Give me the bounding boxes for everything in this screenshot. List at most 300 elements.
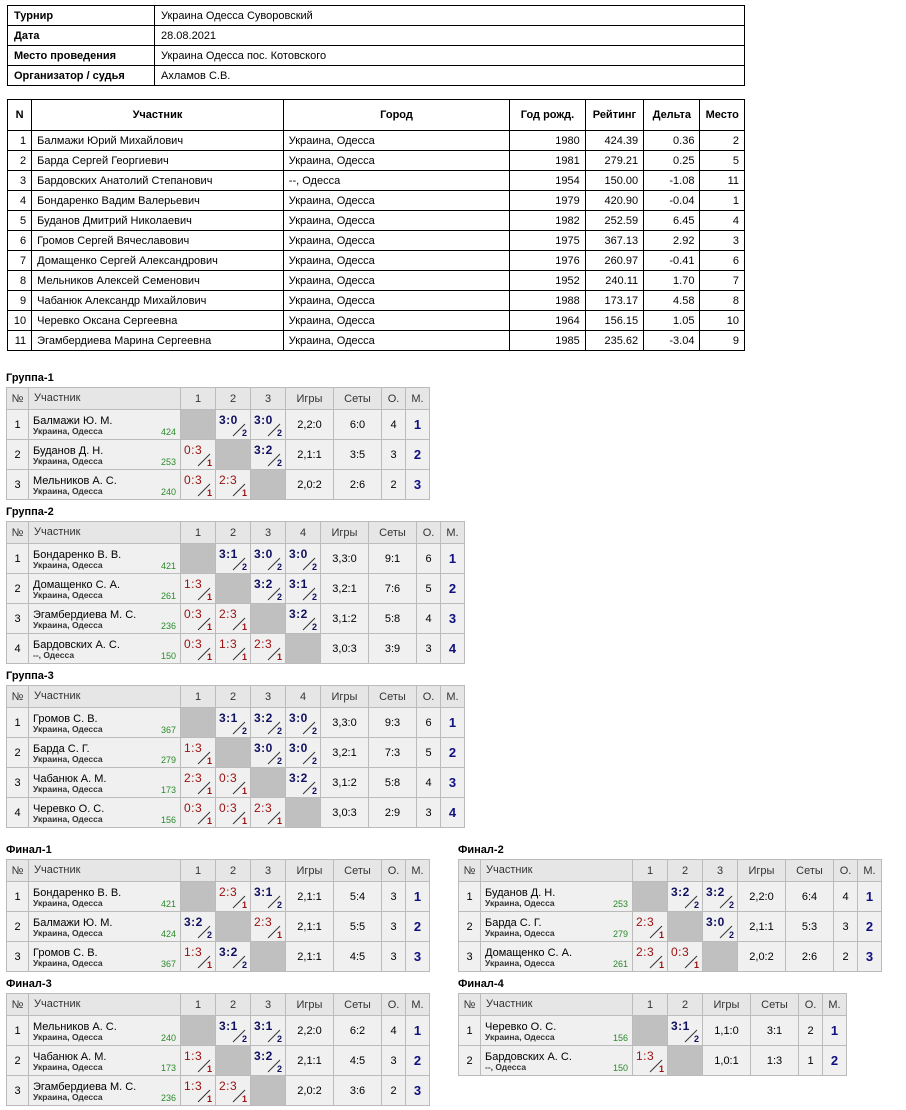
info-row: [8, 6, 745, 26]
sets-value: 9:3: [369, 708, 417, 738]
match-score: [181, 604, 216, 634]
column-header: 2: [216, 994, 251, 1016]
player-number: 1: [7, 1016, 29, 1046]
player-city: Украина, Одесса: [33, 1062, 103, 1073]
player-cell: [29, 410, 181, 440]
table-cell: Буданов Дмитрий Николаевич: [32, 211, 284, 231]
table-cell: 8: [8, 271, 32, 291]
column-header: Участник: [29, 388, 181, 410]
score-value: 3:0: [254, 741, 273, 755]
match-score: [251, 410, 286, 440]
player-name: Эгамбердиева М. С.: [33, 1080, 137, 1093]
place-value: 1: [406, 882, 430, 912]
table-cell: 6.45: [644, 211, 700, 231]
table-cell: 150.00: [585, 171, 643, 191]
group-title: Финал-4: [458, 978, 504, 990]
player-name: Буданов Д. Н.: [33, 444, 104, 457]
match-score: [216, 1016, 251, 1046]
match-points: 2: [311, 756, 317, 766]
score-value: 2:3: [636, 915, 655, 929]
match-points: 1: [206, 960, 212, 970]
group-header-row: [7, 388, 430, 410]
self-cell: [286, 798, 321, 828]
player-name: Эгамбердиева М. С.: [33, 608, 137, 621]
points-value: 3: [382, 912, 406, 942]
table-cell: 4: [700, 211, 745, 231]
points-value: 5: [417, 738, 441, 768]
table-row: [8, 151, 745, 171]
column-header: 2: [216, 860, 251, 882]
table-cell: Эгамбердиева Марина Сергеевна: [32, 331, 284, 351]
player-rating: 279: [160, 754, 176, 765]
player-city: Украина, Одесса: [485, 898, 555, 909]
player-number: 1: [7, 544, 29, 574]
player-number: 2: [459, 912, 481, 942]
match-points: 2: [206, 930, 212, 940]
score-value: 3:0: [254, 547, 273, 561]
place-value: 1: [406, 1016, 430, 1046]
column-header: 1: [181, 686, 216, 708]
group-row: [7, 440, 430, 470]
score-value: 3:1: [671, 1019, 690, 1033]
column-header: №: [7, 522, 29, 544]
player-rating: 424: [160, 426, 176, 437]
sets-value: 2:6: [334, 470, 382, 500]
match-score: [251, 912, 286, 942]
player-name: Мельников А. С.: [33, 474, 117, 487]
group-header-row: [7, 994, 430, 1016]
player-rating: 236: [160, 1092, 176, 1103]
player-rating: 261: [160, 590, 176, 601]
match-points: 2: [728, 930, 734, 940]
group-row: [7, 708, 465, 738]
column-header: Участник: [29, 686, 181, 708]
column-header: Игры: [703, 994, 751, 1016]
group-header-row: [7, 522, 465, 544]
player-rating: 240: [160, 486, 176, 497]
column-header: М.: [858, 860, 882, 882]
player-number: 3: [7, 1076, 29, 1106]
group-table: [6, 993, 430, 1106]
player-number: 1: [7, 882, 29, 912]
info-value: Ахламов С.В.: [155, 66, 745, 86]
player-city: Украина, Одесса: [485, 928, 555, 939]
group-header-row: [459, 994, 847, 1016]
table-cell: 11: [700, 171, 745, 191]
group-row: [459, 1016, 847, 1046]
column-header: Игры: [286, 994, 334, 1016]
group-title: Финал-1: [6, 844, 52, 856]
group-table: [6, 859, 430, 972]
match-points: 1: [276, 652, 282, 662]
player-number: 2: [7, 440, 29, 470]
table-row: [8, 311, 745, 331]
games-value: 2,2:0: [286, 1016, 334, 1046]
match-points: 1: [206, 592, 212, 602]
table-cell: 252.59: [585, 211, 643, 231]
group-row: [7, 604, 465, 634]
table-cell: 1976: [510, 251, 585, 271]
table-cell: --, Одесса: [283, 171, 509, 191]
column-header: 1: [633, 860, 668, 882]
table-cell: 1981: [510, 151, 585, 171]
score-value: 2:3: [219, 885, 238, 899]
sets-value: 4:5: [334, 942, 382, 972]
column-header: Участник: [29, 860, 181, 882]
points-value: 3: [382, 942, 406, 972]
score-value: 3:2: [254, 711, 273, 725]
score-value: 2:3: [219, 473, 238, 487]
player-city: --, Одесса: [485, 1062, 527, 1073]
games-value: 2,2:0: [286, 410, 334, 440]
self-cell: [181, 410, 216, 440]
match-score: [251, 738, 286, 768]
player-city: Украина, Одесса: [33, 928, 103, 939]
match-points: 1: [241, 786, 247, 796]
group-row: [7, 634, 465, 664]
points-value: 4: [834, 882, 858, 912]
sets-value: 5:8: [369, 604, 417, 634]
sets-value: 3:5: [334, 440, 382, 470]
group-header-row: [459, 860, 882, 882]
table-cell: 5: [8, 211, 32, 231]
table-row: [8, 271, 745, 291]
group-table: [6, 685, 465, 828]
table-cell: -0.04: [644, 191, 700, 211]
column-header: №: [7, 994, 29, 1016]
player-city: Украина, Одесса: [33, 590, 103, 601]
group-row: [7, 912, 430, 942]
match-score: [216, 942, 251, 972]
place-value: 3: [406, 942, 430, 972]
column-header: Сеты: [334, 994, 382, 1016]
match-score: [668, 1016, 703, 1046]
score-value: 0:3: [184, 607, 203, 621]
score-value: 3:0: [706, 915, 725, 929]
table-cell: 1.05: [644, 311, 700, 331]
table-cell: Украина, Одесса: [283, 131, 509, 151]
player-city: Украина, Одесса: [33, 560, 103, 571]
player-name: Чабанюк А. М.: [33, 772, 107, 785]
player-cell: [481, 1046, 633, 1076]
place-value: 4: [441, 798, 465, 828]
place-value: 2: [441, 738, 465, 768]
score-value: 1:3: [184, 1049, 203, 1063]
match-score: [286, 604, 321, 634]
table-cell: Украина, Одесса: [283, 291, 509, 311]
match-score: [216, 798, 251, 828]
table-row: [8, 211, 745, 231]
self-cell: [633, 1016, 668, 1046]
player-rating: 150: [612, 1062, 628, 1073]
games-value: 2,2:0: [738, 882, 786, 912]
match-score: [286, 768, 321, 798]
match-score: [181, 634, 216, 664]
match-points: 1: [206, 622, 212, 632]
games-value: 2,1:1: [286, 440, 334, 470]
column-header: Сеты: [369, 522, 417, 544]
info-row: [8, 46, 745, 66]
table-cell: 4.58: [644, 291, 700, 311]
column-header: 4: [286, 522, 321, 544]
score-value: 3:2: [289, 607, 308, 621]
player-name: Громов С. В.: [33, 712, 98, 725]
player-number: 2: [459, 1046, 481, 1076]
column-header: М.: [406, 994, 430, 1016]
table-cell: 156.15: [585, 311, 643, 331]
player-city: Украина, Одесса: [33, 814, 103, 825]
column-header: N: [8, 100, 32, 131]
column-header: М.: [406, 860, 430, 882]
sets-value: 6:4: [786, 882, 834, 912]
column-header: 1: [181, 994, 216, 1016]
player-number: 1: [459, 1016, 481, 1046]
table-cell: 1982: [510, 211, 585, 231]
table-cell: Украина, Одесса: [283, 251, 509, 271]
score-value: 3:1: [219, 711, 238, 725]
games-value: 3,2:1: [321, 574, 369, 604]
table-cell: Черевко Оксана Сергеевна: [32, 311, 284, 331]
table-row: [8, 331, 745, 351]
table-cell: 1952: [510, 271, 585, 291]
table-cell: 7: [700, 271, 745, 291]
player-rating: 261: [612, 958, 628, 969]
table-cell: 9: [700, 331, 745, 351]
score-value: 2:3: [219, 607, 238, 621]
place-value: 2: [823, 1046, 847, 1076]
table-cell: 1: [700, 191, 745, 211]
table-cell: 3: [700, 231, 745, 251]
self-cell: [251, 604, 286, 634]
match-points: 1: [206, 458, 212, 468]
player-cell: [29, 440, 181, 470]
points-value: 3: [834, 912, 858, 942]
place-value: 3: [441, 768, 465, 798]
info-row: [8, 26, 745, 46]
player-number: 2: [7, 738, 29, 768]
player-rating: 236: [160, 620, 176, 631]
player-number: 2: [7, 912, 29, 942]
table-cell: Домащенко Сергей Александрович: [32, 251, 284, 271]
match-score: [216, 1076, 251, 1106]
match-points: 1: [206, 652, 212, 662]
column-header: Рейтинг: [585, 100, 643, 131]
player-name: Чабанюк А. М.: [33, 1050, 107, 1063]
match-score: [181, 738, 216, 768]
player-number: 3: [459, 942, 481, 972]
match-score: [251, 1016, 286, 1046]
match-points: 1: [241, 816, 247, 826]
group-header-row: [7, 686, 465, 708]
score-value: 3:2: [706, 885, 725, 899]
player-cell: [29, 738, 181, 768]
points-value: 6: [417, 708, 441, 738]
sets-value: 2:6: [786, 942, 834, 972]
self-cell: [216, 1046, 251, 1076]
match-score: [251, 882, 286, 912]
table-cell: -0.41: [644, 251, 700, 271]
group-row: [7, 768, 465, 798]
player-city: Украина, Одесса: [33, 486, 103, 497]
match-score: [181, 768, 216, 798]
self-cell: [216, 738, 251, 768]
group-row: [7, 942, 430, 972]
games-value: 3,0:3: [321, 798, 369, 828]
match-score: [216, 708, 251, 738]
column-header: М.: [406, 388, 430, 410]
player-rating: 253: [612, 898, 628, 909]
table-row: [8, 171, 745, 191]
table-cell: Украина, Одесса: [283, 231, 509, 251]
group-table: [458, 859, 882, 972]
self-cell: [668, 1046, 703, 1076]
table-cell: 7: [8, 251, 32, 271]
table-cell: 1979: [510, 191, 585, 211]
table-cell: Чабанюк Александр Михайлович: [32, 291, 284, 311]
player-number: 1: [459, 882, 481, 912]
table-cell: Украина, Одесса: [283, 191, 509, 211]
match-score: [703, 912, 738, 942]
column-header: 1: [181, 522, 216, 544]
table-cell: 2: [8, 151, 32, 171]
points-value: 1: [799, 1046, 823, 1076]
group-table: [6, 521, 465, 664]
match-score: [633, 912, 668, 942]
points-value: 6: [417, 544, 441, 574]
table-row: [8, 131, 745, 151]
table-cell: 1980: [510, 131, 585, 151]
player-rating: 421: [160, 560, 176, 571]
match-score: [668, 942, 703, 972]
player-cell: [29, 544, 181, 574]
points-value: 2: [799, 1016, 823, 1046]
games-value: 3,0:3: [321, 634, 369, 664]
score-value: 1:3: [184, 945, 203, 959]
score-value: 1:3: [219, 637, 238, 651]
match-score: [286, 574, 321, 604]
column-header: 1: [633, 994, 668, 1016]
match-points: 1: [206, 1064, 212, 1074]
match-score: [251, 440, 286, 470]
column-header: 3: [703, 860, 738, 882]
points-value: 2: [382, 1076, 406, 1106]
match-points: 2: [693, 1034, 699, 1044]
self-cell: [251, 1076, 286, 1106]
match-points: 2: [241, 1034, 247, 1044]
player-city: Украина, Одесса: [485, 958, 555, 969]
match-score: [633, 1046, 668, 1076]
info-label: Дата: [8, 26, 155, 46]
column-header: 3: [251, 994, 286, 1016]
match-points: 2: [241, 960, 247, 970]
place-value: 1: [858, 882, 882, 912]
place-value: 2: [441, 574, 465, 604]
player-name: Черевко О. С.: [485, 1020, 557, 1033]
points-value: 4: [382, 1016, 406, 1046]
place-value: 3: [406, 1076, 430, 1106]
sets-value: 5:4: [334, 882, 382, 912]
info-value: 28.08.2021: [155, 26, 745, 46]
table-cell: Украина, Одесса: [283, 151, 509, 171]
match-points: 1: [241, 1094, 247, 1104]
match-score: [181, 798, 216, 828]
table-cell: 1988: [510, 291, 585, 311]
column-header: О.: [799, 994, 823, 1016]
player-cell: [29, 882, 181, 912]
self-cell: [216, 912, 251, 942]
match-points: 2: [728, 900, 734, 910]
self-cell: [181, 544, 216, 574]
match-score: [216, 604, 251, 634]
column-header: 3: [251, 522, 286, 544]
table-cell: Украина, Одесса: [283, 331, 509, 351]
place-value: 1: [406, 410, 430, 440]
player-rating: 253: [160, 456, 176, 467]
info-value: Украина Одесса Суворовский: [155, 6, 745, 26]
column-header: Участник: [481, 860, 633, 882]
column-header: 2: [668, 860, 703, 882]
player-name: Барда С. Г.: [485, 916, 542, 929]
score-value: 3:1: [219, 547, 238, 561]
table-cell: 260.97: [585, 251, 643, 271]
score-value: 3:2: [254, 577, 273, 591]
table-cell: 9: [8, 291, 32, 311]
games-value: 3,1:2: [321, 604, 369, 634]
match-score: [216, 544, 251, 574]
table-cell: 10: [700, 311, 745, 331]
match-points: 1: [206, 816, 212, 826]
match-score: [251, 1046, 286, 1076]
points-value: 4: [417, 768, 441, 798]
column-header: 2: [216, 388, 251, 410]
group-row: [459, 912, 882, 942]
table-cell: 1: [8, 131, 32, 151]
points-value: 2: [382, 470, 406, 500]
column-header: Игры: [286, 388, 334, 410]
score-value: 1:3: [184, 1079, 203, 1093]
match-score: [286, 708, 321, 738]
column-header: Игры: [738, 860, 786, 882]
match-score: [216, 470, 251, 500]
score-value: 3:0: [254, 413, 273, 427]
player-rating: 156: [612, 1032, 628, 1043]
games-value: 2,0:2: [286, 470, 334, 500]
score-value: 0:3: [671, 945, 690, 959]
group-header-row: [7, 860, 430, 882]
group-row: [7, 798, 465, 828]
match-points: 2: [276, 1064, 282, 1074]
group-title: Финал-3: [6, 978, 52, 990]
match-points: 1: [241, 488, 247, 498]
score-value: 3:0: [289, 547, 308, 561]
column-header: Сеты: [786, 860, 834, 882]
self-cell: [251, 942, 286, 972]
player-rating: 367: [160, 724, 176, 735]
tournament-info-table: [7, 5, 745, 86]
table-cell: 0.25: [644, 151, 700, 171]
place-value: 3: [441, 604, 465, 634]
player-city: Украина, Одесса: [33, 754, 103, 765]
points-value: 3: [382, 882, 406, 912]
match-points: 1: [206, 756, 212, 766]
group-row: [459, 1046, 847, 1076]
score-value: 2:3: [219, 1079, 238, 1093]
column-header: Сеты: [369, 686, 417, 708]
score-value: 3:2: [219, 945, 238, 959]
player-city: --, Одесса: [33, 650, 75, 661]
table-cell: 2.92: [644, 231, 700, 251]
match-points: 2: [276, 458, 282, 468]
